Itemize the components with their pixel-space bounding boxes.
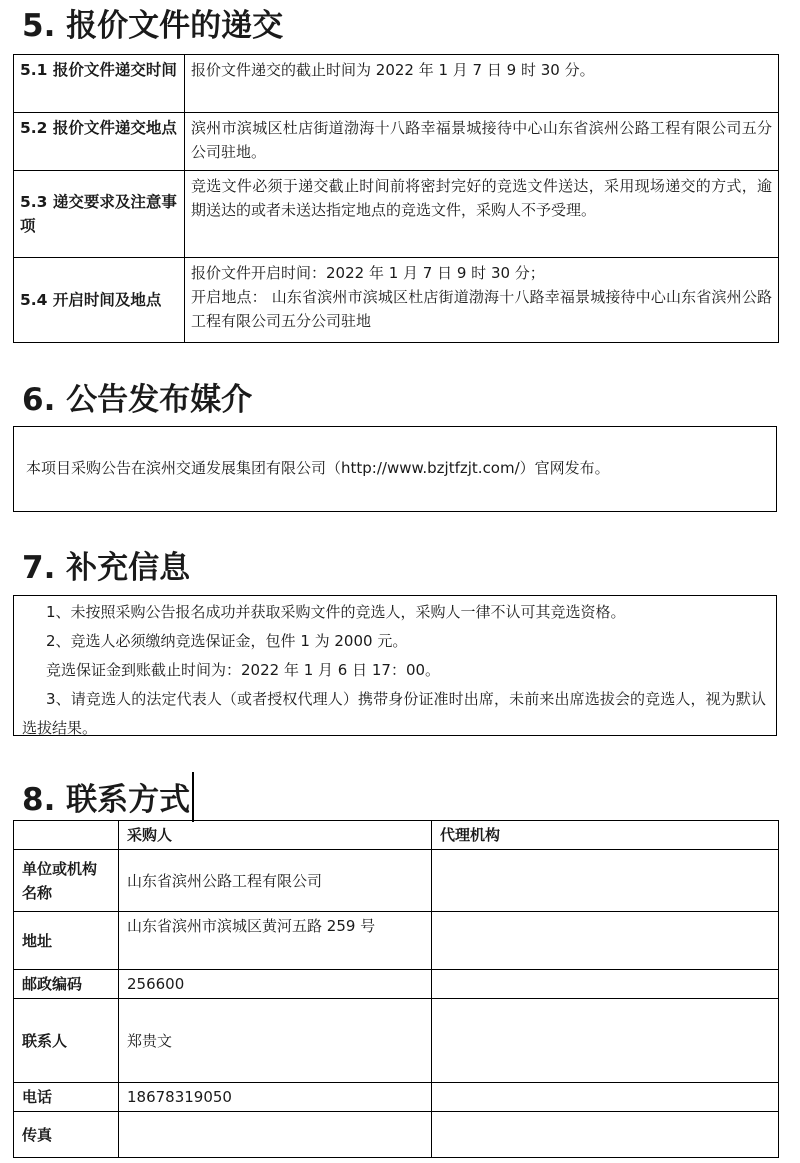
supplementary-item-1: 1、未按照采购公告报名成功并获取采购文件的竞选人，采购人一律不认可其竞选资格。	[46, 603, 626, 621]
contact-table	[13, 820, 779, 1158]
agent-organization-name	[432, 850, 779, 912]
submission-requirements-text: 竞选文件必须于递交截止时间前将密封完好的竞选文件送达，采用现场递交的方式，逾期送达的或者未送达指定地点的竞选文件，采购人不予受理。	[185, 171, 779, 258]
label-contact-person: 联系人	[14, 999, 119, 1083]
table-row	[14, 113, 779, 171]
section5-heading: 5. 报价文件的递交	[22, 8, 284, 44]
section6-heading: 6. 公告发布媒介	[22, 382, 253, 418]
agent-contact-person	[432, 999, 779, 1083]
opening-time-text: 报价文件开启时间：2022 年 1 月 7 日 9 时 30 分；	[191, 264, 545, 282]
label-postal-code: 邮政编码	[14, 970, 119, 999]
buyer-contact-person: 郑贵文	[119, 999, 432, 1083]
section8-heading	[22, 772, 194, 822]
section8-heading-text: 8. 联系方式	[22, 782, 191, 818]
table-row	[14, 1083, 779, 1112]
buyer-address: 山东省滨州市滨城区黄河五路 259 号	[119, 912, 432, 970]
label-fax: 传真	[14, 1112, 119, 1158]
table-row	[14, 850, 779, 912]
section7-heading: 7. 补充信息	[22, 550, 191, 586]
row-label-submission-location: 5.2 报价文件递交地点	[14, 113, 185, 171]
buyer-phone: 18678319050	[119, 1083, 432, 1112]
row-label-submission-deadline: 5.1 报价文件递交时间	[14, 55, 185, 113]
supplementary-info-box	[13, 595, 777, 736]
table-row	[14, 55, 779, 113]
table-row	[14, 999, 779, 1083]
row-label-opening-time-location: 5.4 开启时间及地点	[14, 258, 185, 343]
announcement-media-box	[13, 426, 777, 512]
submission-deadline-text: 报价文件递交的截止时间为 2022 年 1 月 7 日 9 时 30 分。	[185, 55, 779, 113]
header-agent: 代理机构	[432, 821, 779, 850]
supplementary-item-2: 2、竞选人必须缴纳竞选保证金，包件 1 为 2000 元。	[46, 632, 408, 650]
label-phone: 电话	[14, 1083, 119, 1112]
row-label-submission-requirements: 5.3 递交要求及注意事项	[14, 171, 185, 258]
supplementary-item-3: 3、请竞选人的法定代表人（或者授权代理人）携带身份证准时出席，未前来出席选拔会的竞选人，视为默认选拔结果。	[22, 690, 766, 737]
table-row	[14, 970, 779, 999]
agent-address	[432, 912, 779, 970]
buyer-organization-name: 山东省滨州公路工程有限公司	[119, 850, 432, 912]
table-row	[14, 171, 779, 258]
contact-table-header	[14, 821, 779, 850]
agent-postal-code	[432, 970, 779, 999]
submission-table	[13, 54, 779, 343]
buyer-postal-code: 256600	[119, 970, 432, 999]
table-row	[14, 1112, 779, 1158]
table-row	[14, 258, 779, 343]
label-address: 地址	[14, 912, 119, 970]
announcement-media-text: 本项目采购公告在滨州交通发展集团有限公司（http://www.bzjtfzjt.com/）官网发布。	[26, 459, 610, 477]
text-cursor	[192, 772, 194, 822]
supplementary-item-2-deadline: 竞选保证金到账截止时间为：2022 年 1 月 6 日 17：00。	[46, 661, 441, 679]
label-organization-name: 单位或机构名称	[14, 850, 119, 912]
agent-fax	[432, 1112, 779, 1158]
header-buyer: 采购人	[119, 821, 432, 850]
opening-location-text: 开启地点： 山东省滨州市滨城区杜店街道渤海十八路幸福景城接待中心山东省滨州公路工程有限公司五分公司驻地	[191, 288, 772, 330]
opening-time-location-cell	[185, 258, 779, 343]
header-blank	[14, 821, 119, 850]
table-row	[14, 912, 779, 970]
buyer-fax	[119, 1112, 432, 1158]
submission-location-text: 滨州市滨城区杜店街道渤海十八路幸福景城接待中心山东省滨州公路工程有限公司五分公司驻地。	[185, 113, 779, 171]
agent-phone	[432, 1083, 779, 1112]
